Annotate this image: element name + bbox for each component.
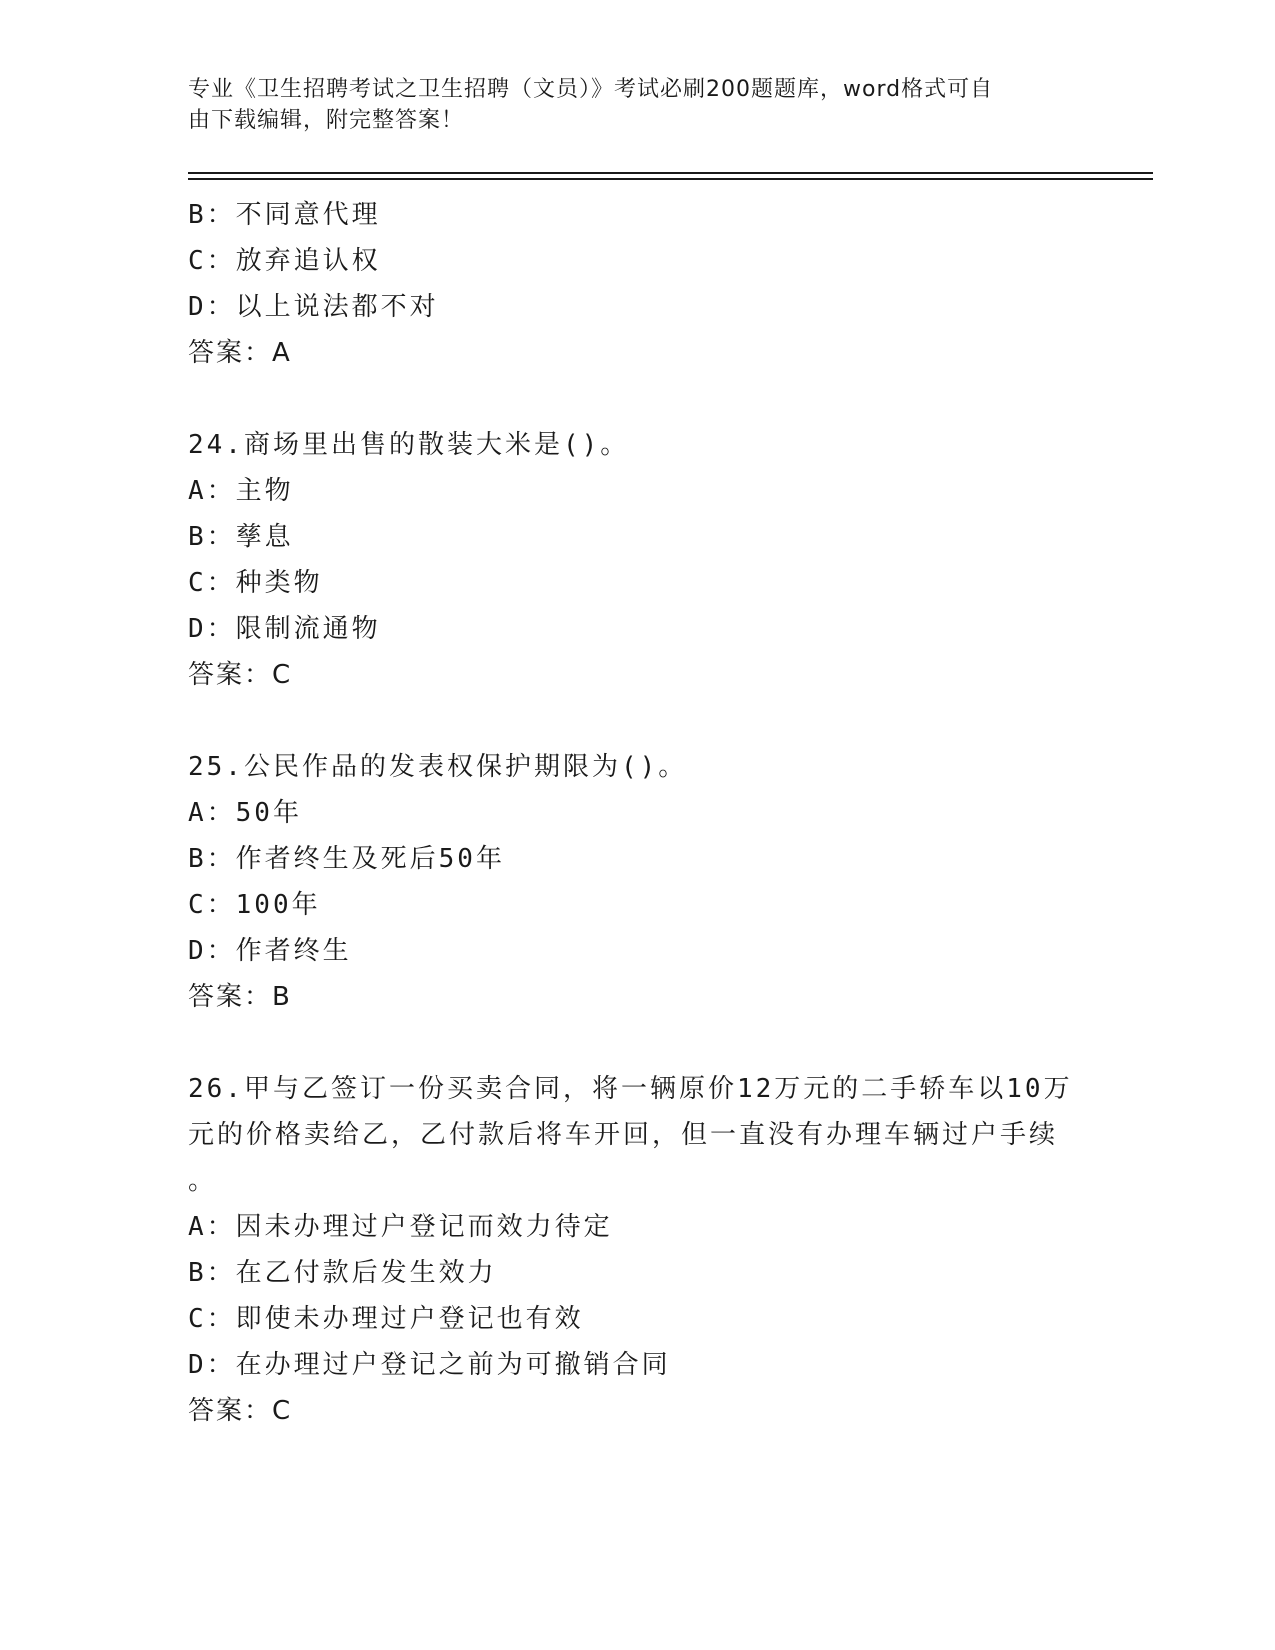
question-list [188, 192, 1088, 1434]
question-stem-line-1: 26.甲与乙签订一份买卖合同，将一辆原价12万元的二手轿车以10万 [188, 1074, 1073, 1104]
option-b: B：在乙付款后发生效力 [188, 1258, 497, 1288]
option-c: C：即使未办理过户登记也有效 [188, 1304, 584, 1334]
question-stem: 25.公民作品的发表权保护期限为()。 [188, 752, 688, 782]
option-a: A：主物 [188, 476, 294, 506]
header-line-2: 由下载编辑，附完整答案！ [188, 108, 465, 133]
option-c: C：放弃追认权 [188, 246, 381, 276]
option-a: A：50年 [188, 798, 302, 828]
answer: 答案：B [188, 982, 292, 1012]
option-b: B：孳息 [188, 522, 294, 552]
option-d: D：限制流通物 [188, 614, 381, 644]
option-c: C：100年 [188, 890, 321, 920]
option-d: D：在办理过户登记之前为可撤销合同 [188, 1350, 671, 1380]
question-stem-line-2: 元的价格卖给乙，乙付款后将车开回，但一直没有办理车辆过户手续 [188, 1120, 1059, 1150]
answer: 答案：A [188, 338, 292, 368]
header-line-1: 专业《卫生招聘考试之卫生招聘（文员）》考试必刷200题题库，word格式可自 [188, 77, 994, 102]
option-b: B：不同意代理 [188, 200, 381, 230]
option-b: B：作者终生及死后50年 [188, 844, 505, 874]
question-stem-line-3: 。 [188, 1166, 218, 1196]
option-d: D：作者终生 [188, 936, 352, 966]
question-block-25 [188, 744, 1088, 1020]
option-d: D：以上说法都不对 [188, 292, 439, 322]
header-rule-top [188, 172, 1153, 174]
answer: 答案：C [188, 1396, 293, 1426]
option-c: C：种类物 [188, 568, 323, 598]
answer: 答案：C [188, 660, 293, 690]
question-stem: 24.商场里出售的散装大米是()。 [188, 430, 630, 460]
document-header [188, 74, 1088, 136]
question-block-26 [188, 1066, 1088, 1434]
question-block-24 [188, 422, 1088, 698]
question-block-prev [188, 192, 1088, 376]
option-a: A：因未办理过户登记而效力待定 [188, 1212, 613, 1242]
header-rule-bottom [188, 178, 1153, 180]
